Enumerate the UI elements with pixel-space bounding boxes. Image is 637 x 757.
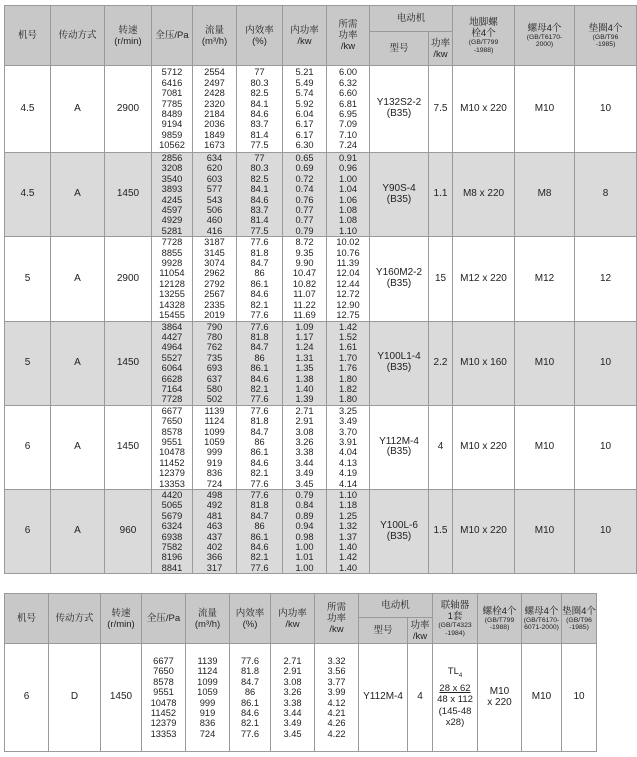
- cell-flow-list: 2554 2497 2428 2320 2184 2036 1849 1673: [193, 66, 237, 153]
- cell-internal-power-list: 5.21 5.49 5.74 5.92 6.04 6.17 6.17 6.30: [283, 66, 327, 153]
- cell-washer: 12: [575, 237, 637, 321]
- header-motor-power: 功率 /kw: [408, 618, 433, 644]
- cell-speed: 1450: [105, 321, 152, 405]
- coupling-note: (145-48 x28): [438, 705, 472, 729]
- cell-washer: 10: [562, 644, 597, 752]
- cell-pressure-list: 7728 8855 9928 11054 12128 13255 14328 15455: [152, 237, 193, 321]
- cell-speed: 1450: [105, 405, 152, 489]
- header-internal-power: 内功率 /kw: [283, 6, 327, 66]
- header-speed: 转速 (r/min): [101, 594, 142, 644]
- cell-bolt: M10 x 160: [453, 321, 515, 405]
- cell-nut: M8: [515, 153, 575, 237]
- cell-required-power-list: 10.02 10.76 11.39 12.04 12.44 12.72 12.90 12.75: [327, 237, 370, 321]
- header-drive: 传动方式: [51, 6, 105, 66]
- cell-motor-power: 1.1: [429, 153, 453, 237]
- header-anchor-bolt-standard: (GB/T799 -1988): [468, 39, 499, 54]
- header-bolt-standard: (GB/T799 -1988): [484, 616, 515, 631]
- header-internal-power: 内功率 /kw: [271, 594, 315, 644]
- cell-model: 6: [5, 490, 51, 574]
- coupling-code: TL: [447, 666, 459, 678]
- header-motor-type: 型号: [359, 618, 408, 644]
- table-row: [5, 644, 597, 752]
- header-coupling-label: 联轴器 1套: [440, 600, 470, 623]
- cell-bolt: M8 x 220: [453, 153, 515, 237]
- cell-required-power-list: 0.91 0.96 1.00 1.04 1.06 1.08 1.08 1.10: [327, 153, 370, 237]
- cell-pressure-list: 4420 5065 5679 6324 6938 7582 8196 8841: [152, 490, 193, 574]
- cell-flow-list: 3187 3145 3074 2962 2792 2567 2335 2019: [193, 237, 237, 321]
- header-drive: 传动方式: [49, 594, 101, 644]
- cell-flow-list: 634 620 603 577 543 506 460 416: [193, 153, 237, 237]
- header-efficiency: 内效率 (%): [237, 6, 283, 66]
- cell-speed: 2900: [105, 237, 152, 321]
- header-washer-standard: (GB/T96 -1985): [592, 33, 619, 48]
- header-required-power: 所需 功率 /kw: [327, 6, 370, 66]
- cell-drive: A: [51, 237, 105, 321]
- cell-model: 6: [5, 405, 51, 489]
- cell-speed: 1450: [105, 153, 152, 237]
- cell-motor-type: Y112M-4: [359, 644, 408, 752]
- header-motor-type: 型号: [370, 32, 429, 66]
- header-motor: 电动机: [359, 594, 433, 618]
- header-anchor-bolt: [453, 6, 515, 66]
- cell-efficiency-list: 77.6 81.8 84.7 86 86.1 84.6 82.1 77.6: [237, 321, 283, 405]
- cell-motor-type: Y112M-4 (B35): [370, 405, 429, 489]
- cell-drive: A: [51, 66, 105, 153]
- header-washer: [562, 594, 597, 644]
- cell-washer: 10: [575, 321, 637, 405]
- cell-required-power-list: 3.32 3.56 3.77 3.99 4.12 4.21 4.26 4.22: [315, 644, 359, 752]
- cell-nut: M10: [515, 321, 575, 405]
- header-anchor-bolt-label: 地脚螺 栓4个: [469, 17, 498, 40]
- header-required-power: 所需 功率 /kw: [315, 594, 359, 644]
- cell-nut: M10: [522, 644, 562, 752]
- cell-speed: 960: [105, 490, 152, 574]
- cell-bolt: M10 x 220: [453, 490, 515, 574]
- cell-pressure-list: 2856 3208 3540 3893 4245 4597 4929 5281: [152, 153, 193, 237]
- header-washer-label: 垫圈4个: [562, 605, 596, 617]
- header-motor: 电动机: [370, 6, 453, 32]
- cell-pressure-list: 3864 4427 4964 5527 6064 6628 7164 7728: [152, 321, 193, 405]
- cell-model: 4.5: [5, 66, 51, 153]
- cell-internal-power-list: 2.71 2.91 3.08 3.26 3.38 3.44 3.49 3.45: [271, 644, 315, 752]
- cell-motor-type: Y160M2-2 (B35): [370, 237, 429, 321]
- cell-efficiency-list: 77 80.3 82.5 84.1 84.6 83.7 81.4 77.5: [237, 153, 283, 237]
- cell-internal-power-list: 8.72 9.35 9.90 10.47 10.82 11.07 11.22 11.69: [283, 237, 327, 321]
- header-nut-standard: (GB/T6170- 2000): [526, 33, 563, 48]
- cell-drive: A: [51, 321, 105, 405]
- header-model: 机号: [5, 594, 49, 644]
- cell-motor-power: 15: [429, 237, 453, 321]
- cell-pressure-list: 5712 6416 7081 7785 8489 9194 9859 10562: [152, 66, 193, 153]
- table-row: [5, 237, 637, 321]
- cell-bolt: M10 x 220: [453, 405, 515, 489]
- cell-nut: M10: [515, 405, 575, 489]
- header-washer: [575, 6, 637, 66]
- cell-bolt: M10 x 220: [453, 66, 515, 153]
- cell-flow-list: 498 492 481 463 437 402 366 317: [193, 490, 237, 574]
- cell-nut: M12: [515, 237, 575, 321]
- cell-internal-power-list: 0.65 0.69 0.72 0.74 0.76 0.77 0.77 0.79: [283, 153, 327, 237]
- header-coupling: [433, 594, 478, 644]
- cell-nut: M10: [515, 66, 575, 153]
- header-coupling-standard: (GB/T4323 -1984): [438, 622, 472, 637]
- cell-internal-power-list: 0.79 0.84 0.89 0.94 0.98 1.00 1.01 1.00: [283, 490, 327, 574]
- cell-motor-power: 2.2: [429, 321, 453, 405]
- table-row: [5, 153, 637, 237]
- cell-nut: M10: [515, 490, 575, 574]
- cell-efficiency-list: 77.6 81.8 84.7 86 86.1 84.6 82.1 77.6: [237, 237, 283, 321]
- cell-model: 5: [5, 321, 51, 405]
- table-a-body: [5, 66, 637, 574]
- header-nut-label: 螺母4个: [524, 605, 559, 617]
- cell-speed: 1450: [101, 644, 142, 752]
- header-pressure: 全压/Pa: [152, 6, 193, 66]
- header-nut-standard: (GB/T6170- 6071-2000): [523, 616, 560, 631]
- coupling-bottom: 48 x 112: [437, 694, 473, 706]
- cell-drive: A: [51, 405, 105, 489]
- cell-coupling: [433, 644, 478, 752]
- header-pressure: 全压/Pa: [142, 594, 186, 644]
- cell-pressure-list: 6677 7650 8578 9551 10478 11452 12379 13353: [142, 644, 186, 752]
- header-flow: 流量 (m³/h): [193, 6, 237, 66]
- cell-model: 4.5: [5, 153, 51, 237]
- cell-washer: 10: [575, 490, 637, 574]
- cell-motor-type: Y100L1-4 (B35): [370, 321, 429, 405]
- header-nut-label: 螺母4个: [527, 22, 562, 34]
- cell-required-power-list: 1.10 1.18 1.25 1.32 1.37 1.40 1.42 1.40: [327, 490, 370, 574]
- cell-bolt: M12 x 220: [453, 237, 515, 321]
- header-nut: [522, 594, 562, 644]
- header-washer-label: 垫圈4个: [588, 22, 623, 34]
- cell-washer: 10: [575, 405, 637, 489]
- coupling-code-sub: 4: [458, 673, 463, 680]
- cell-washer: 10: [575, 66, 637, 153]
- table-row: [5, 490, 637, 574]
- cell-efficiency-list: 77.6 81.8 84.7 86 86.1 84.6 82.1 77.6: [237, 490, 283, 574]
- header-flow: 流量 (m³/h): [186, 594, 230, 644]
- cell-drive: D: [49, 644, 101, 752]
- coupling-top: 28 x 62: [439, 682, 471, 694]
- cell-motor-type: Y90S-4 (B35): [370, 153, 429, 237]
- fan-performance-table-a: [4, 5, 637, 574]
- cell-flow-list: 1139 1124 1099 1059 999 919 836 724: [193, 405, 237, 489]
- cell-drive: A: [51, 490, 105, 574]
- cell-efficiency-list: 77.6 81.8 84.7 86 86.1 84.6 82.1 77.6: [237, 405, 283, 489]
- cell-pressure-list: 6677 7650 8578 9551 10478 11452 12379 13353: [152, 405, 193, 489]
- table-row: [5, 66, 637, 153]
- cell-washer: 8: [575, 153, 637, 237]
- cell-internal-power-list: 1.09 1.17 1.24 1.31 1.35 1.38 1.40 1.39: [283, 321, 327, 405]
- cell-motor-power: 4: [429, 405, 453, 489]
- header-bolt: [478, 594, 522, 644]
- header-motor-power: 功率 /kw: [429, 32, 453, 66]
- cell-efficiency-list: 77.6 81.8 84.7 86 86.1 84.6 82.1 77.6: [230, 644, 271, 752]
- cell-required-power-list: 3.25 3.49 3.70 3.91 4.04 4.13 4.19 4.14: [327, 405, 370, 489]
- table-row: [5, 405, 637, 489]
- cell-efficiency-list: 77 80.3 82.5 84.1 84.6 83.7 81.4 77.5: [237, 66, 283, 153]
- cell-bolt: M10 x 220: [478, 644, 522, 752]
- cell-drive: A: [51, 153, 105, 237]
- cell-model: 6: [5, 644, 49, 752]
- cell-required-power-list: 6.00 6.32 6.60 6.81 6.95 7.09 7.10 7.24: [327, 66, 370, 153]
- cell-model: 5: [5, 237, 51, 321]
- header-washer-standard: (GB/T96 -1985): [566, 616, 592, 631]
- header-speed: 转速 (r/min): [105, 6, 152, 66]
- cell-required-power-list: 1.42 1.52 1.61 1.70 1.76 1.80 1.82 1.80: [327, 321, 370, 405]
- header-model: 机号: [5, 6, 51, 66]
- cell-motor-power: 4: [408, 644, 433, 752]
- fan-performance-table-d: [4, 593, 597, 752]
- cell-motor-type: Y132S2-2 (B35): [370, 66, 429, 153]
- cell-motor-power: 7.5: [429, 66, 453, 153]
- cell-speed: 2900: [105, 66, 152, 153]
- cell-internal-power-list: 2.71 2.91 3.08 3.26 3.38 3.44 3.49 3.45: [283, 405, 327, 489]
- cell-flow-list: 1139 1124 1099 1059 999 919 836 724: [186, 644, 230, 752]
- header-bolt-label: 螺栓4个: [482, 605, 517, 617]
- table-row: [5, 321, 637, 405]
- header-efficiency: 内效率 (%): [230, 594, 271, 644]
- cell-motor-type: Y100L-6 (B35): [370, 490, 429, 574]
- header-nut: [515, 6, 575, 66]
- coupling-spec: [433, 666, 477, 728]
- cell-flow-list: 790 780 762 735 693 637 580 502: [193, 321, 237, 405]
- cell-motor-power: 1.5: [429, 490, 453, 574]
